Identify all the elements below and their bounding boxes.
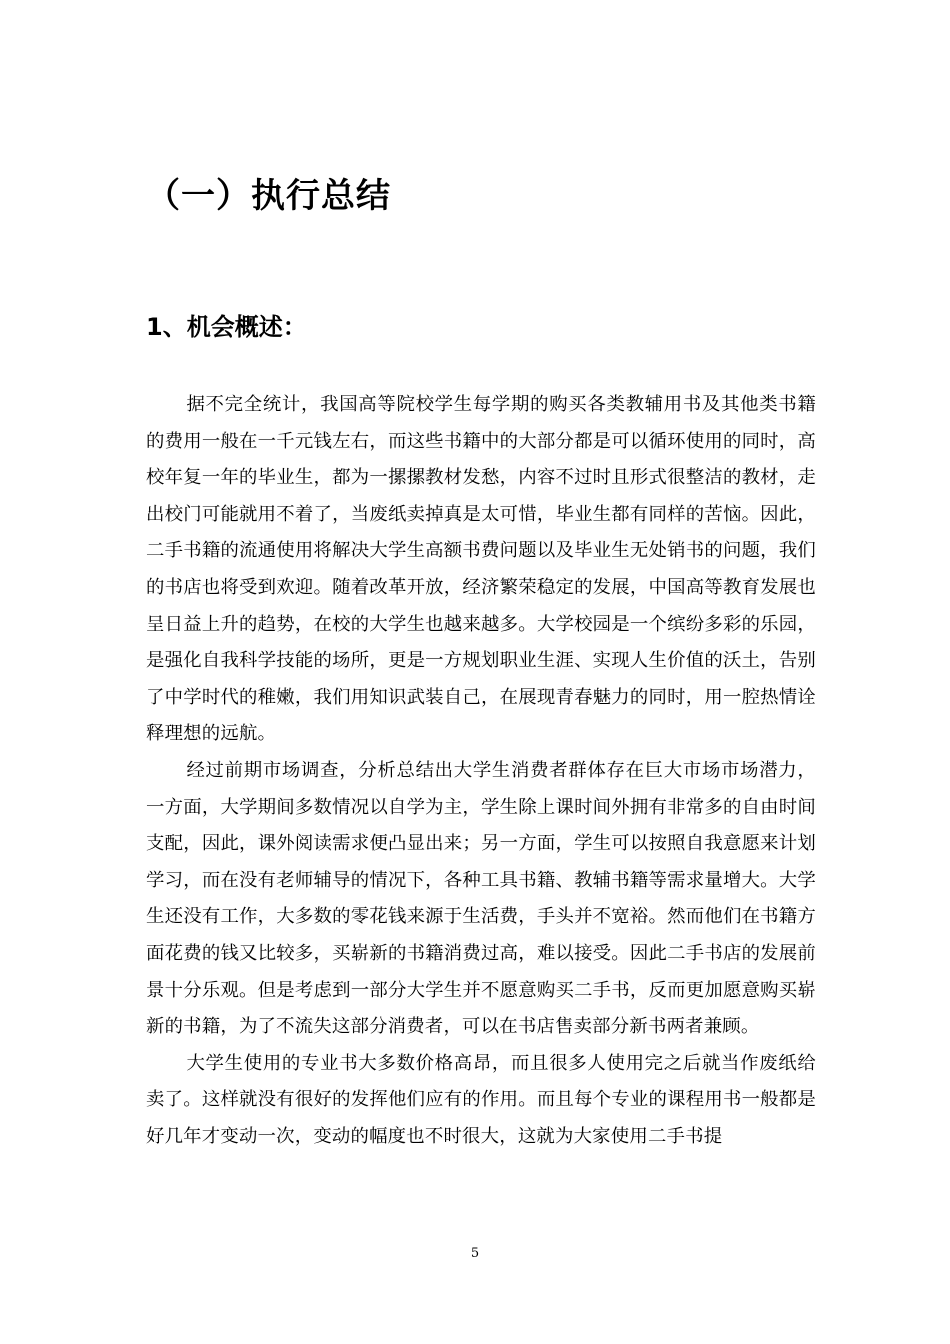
paragraph: 据不完全统计，我国高等院校学生每学期的购买各类教辅用书及其他类书籍的费用一般在一千元钱左右，而这些书籍中的大部分都是可以循环使用的同时，高校年复一年的毕业生，都为一摞摞教材发愁，内容不过时且形式很整洁的教材，走出校门可能就用不着了，当废纸卖掉真是太可惜，毕业生都有同样的苦恼。因此，二手书籍的流通使用将解决大学生高额书费问题以及毕业生无处销书的问题，我们的书店也将受到欢迎。随着改革开放，经济繁荣稳定的发展，中国高等教育发展也呈日益上升的趋势，在校的大学生也越来越多。大学校园是一个缤纷多彩的乐园，是强化自我科学技能的场所，更是一方规划职业生涯、实现人生价值的沃土，告别了中学时代的稚嫩，我们用知识武装自己，在展现青春魅力的同时，用一腔热情诠释理想的远航。: [146, 394, 816, 745]
page-number: 5: [470, 1246, 480, 1261]
body-text: [146, 387, 816, 1155]
paragraph: 经过前期市场调查，分析总结出大学生消费者群体存在巨大市场市场潜力，一方面，大学期间多数情况以自学为主，学生除上课时间外拥有非常多的自由时间支配，因此，课外阅读需求便凸显出来；另一方面，学生可以按照自我意愿来计划学习，而在没有老师辅导的情况下，各种工具书籍、教辅书籍等需求量增大。大学生还没有工作，大多数的零花钱来源于生活费，手头并不宽裕。然而他们在书籍方面花费的钱又比较多，买崭新的书籍消费过高，难以接受。因此二手书店的发展前景十分乐观。但是考虑到一部分大学生并不愿意购买二手书，反而更加愿意购买崭新的书籍，为了不流失这部分消费者，可以在书店售卖部分新书两者兼顾。: [146, 759, 816, 1038]
chapter-title: （一）执行总结: [146, 176, 391, 216]
section-heading: 1、机会概述：: [146, 313, 307, 341]
paragraph: 大学生使用的专业书大多数价格高昂，而且很多人使用完之后就当作废纸给卖了。这样就没有很好的发挥他们应有的作用。而且每个专业的课程用书一般都是好几年才变动一次，变动的幅度也不时很大，这就为大家使用二手书提: [146, 1052, 816, 1147]
